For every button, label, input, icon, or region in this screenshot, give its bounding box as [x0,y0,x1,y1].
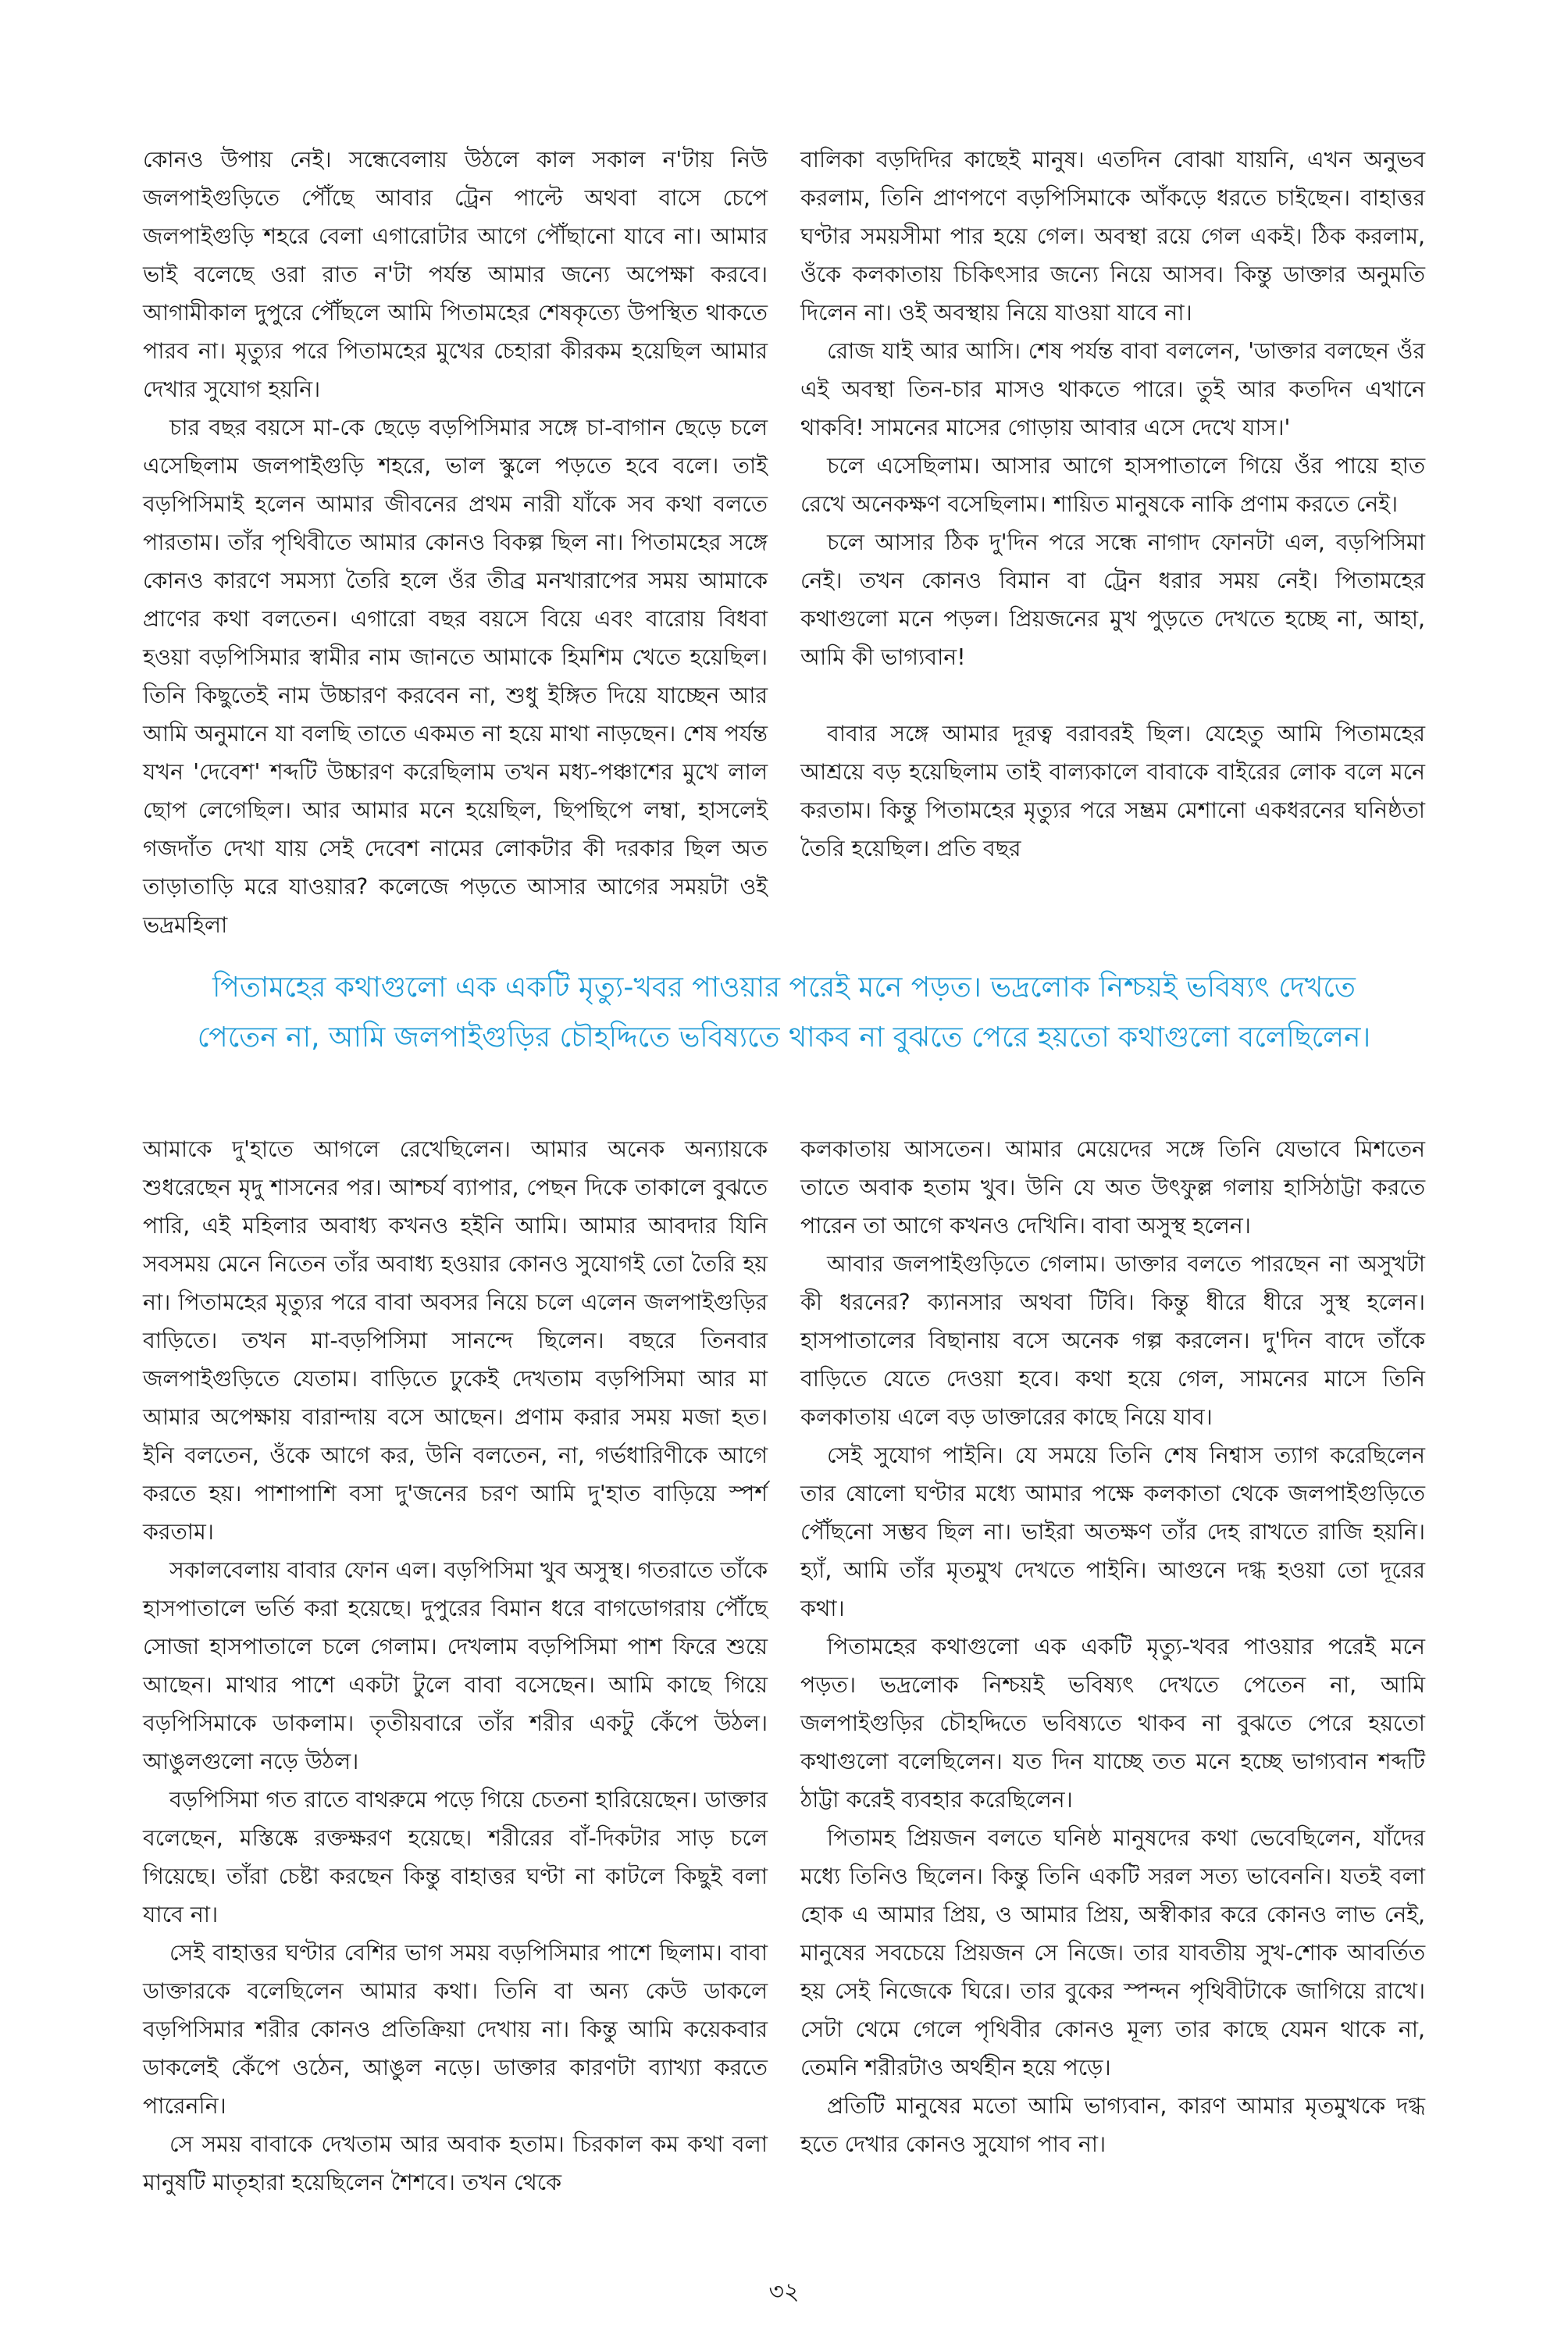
paragraph: চার বছর বয়সে মা-কে ছেড়ে বড়পিসিমার সঙ্গে চা-বাগান ছেড়ে চলে এসেছিলাম জলপাইগুড়ি শহরে, ভাল স্কুলে পড়তে হবে বলে। তাই বড়পিসিমাই হলেন আমার জীবনের প্রথম নারী যাঁকে সব কথা বলতে পারতাম। তাঁর পৃথিবীতে আমার কোনও বিকল্প ছিল না। পিতামহের সঙ্গে কোনও কারণে সমস্যা তৈরি হলে ওঁর তীব্র মনখারাপের সময় আমাকে প্রাণের কথা বলতেন। এগারো বছর বয়সে বিয়ে এবং বারোয় বিধবা হওয়া বড়পিসিমার স্বামীর নাম জানতে আমাকে হিমশিম খেতে হয়েছিল। তিনি কিছুতেই নাম উচ্চারণ করবেন না, শুধু ইঙ্গিত দিয়ে যাচ্ছেন আর আমি অনুমানে যা বলছি তাতে একমত না হয়ে মাথা নাড়ছেন। শেষ পর্যন্ত যখন 'দেবেশ' শব্দটি উচ্চারণ করেছিলাম তখন মধ্য-পঞ্চাশের মুখে লাল ছোপ লেগেছিল। আর আমার মনে হয়েছিল, ছিপছিপে লম্বা, হাসলেই গজদাঁত দেখা যায় সেই দেবেশ নামের লোকটার কী দরকার ছিল অত তাড়াতাড়ি মরে যাওয়ার? কলেজে পড়তে আসার আগের সময়টা ওই ভদ্রমহিলা [143,415,768,938]
pull-quote-line: পিতামহের কথাগুলো এক একটি মৃত্যু-খবর পাওয়ার পরেই মনে পড়ত। ভদ্রলোক নিশ্চয়ই ভবিষ্যৎ দেখতে [212,972,1356,1004]
paragraph: সকালবেলায় বাবার ফোন এল। বড়পিসিমা খুব অসুস্থ। গতরাতে তাঁকে হাসপাতালে ভর্তি করা হয়েছে। দুপুরের বিমান ধরে বাগডোগরায় পৌঁছে সোজা হাসপাতালে চলে গেলাম। দেখলাম বড়পিসিমা পাশ ফিরে শুয়ে আছেন। মাথার পাশে একটা টুলে বাবা বসেছেন। আমি কাছে গিয়ে বড়পিসিমাকে ডাকলাম। তৃতীয়বারে তাঁর শরীর একটু কেঁপে উঠল। আঙুলগুলো নড়ে উঠল। [143,1557,768,1774]
paragraph: পিতামহের কথাগুলো এক একটি মৃত্যু-খবর পাওয়ার পরেই মনে পড়ত। ভদ্রলোক নিশ্চয়ই ভবিষ্যৎ দেখতে পেতেন না, আমি জলপাইগুড়ির চৌহদ্দিতে ভবিষ্যতে থাকব না বুঝতে পেরে হয়তো কথাগুলো বলেছিলেন। যত দিন যাচ্ছে তত মনে হচ্ছে ভাগ্যবান শব্দটি ঠাট্টা করেই ব্যবহার করেছিলেন। [800,1634,1425,1813]
top-left-column [143,141,768,944]
paragraph: সেই সুযোগ পাইনি। যে সময়ে তিনি শেষ নিশ্বাস ত্যাগ করেছিলেন তার ষোলো ঘণ্টার মধ্যে আমার পক্ষে কলকাতা থেকে জলপাইগুড়িতে পৌঁছনো সম্ভব ছিল না। ভাইরা অতক্ষণ তাঁর দেহ রাখতে রাজি হয়নি। হ্যাঁ, আমি তাঁর মৃতমুখ দেখতে পাইনি। আগুনে দগ্ধ হওয়া তো দূরের কথা। [800,1442,1425,1621]
pull-quote-line: পেতেন না, আমি জলপাইগুড়ির চৌহদ্দিতে ভবিষ্যতে থাকব না বুঝতে পেরে হয়তো কথাগুলো বলেছিলেন। [197,1022,1371,1054]
pull-quote [109,963,1459,1063]
paragraph: চলে আসার ঠিক দু'দিন পরে সন্ধে নাগাদ ফোনটা এল, বড়পিসিমা নেই। তখন কোনও বিমান বা ট্রেন ধরার সময় নেই। পিতামহের কথাগুলো মনে পড়ল। প্রিয়জনের মুখ পুড়তে দেখতে হচ্ছে না, আহা, আমি কী ভাগ্যবান! [800,530,1425,670]
bottom-right-column [800,1130,1425,2163]
paragraph: কলকাতায় আসতেন। আমার মেয়েদের সঙ্গে তিনি যেভাবে মিশতেন তাতে অবাক হতাম খুব। উনি যে অত উৎফুল্ল গলায় হাসিঠাট্টা করতে পারেন তা আগে কখনও দেখিনি। বাবা অসুস্থ হলেন। [800,1136,1425,1239]
paragraph: বাবার সঙ্গে আমার দূরত্ব বরাবরই ছিল। যেহেতু আমি পিতামহের আশ্রয়ে বড় হয়েছিলাম তাই বাল্যকালে বাবাকে বাইরের লোক বলে মনে করতাম। কিন্তু পিতামহের মৃত্যুর পরে সম্ভ্রম মেশানো একধরনের ঘনিষ্ঠতা তৈরি হয়েছিল। প্রতি বছর [800,721,1425,861]
paragraph: সে সময় বাবাকে দেখতাম আর অবাক হতাম। চিরকাল কম কথা বলা মানুষটি মাতৃহারা হয়েছিলেন শৈশবে। তখন থেকে [143,2131,768,2195]
paragraph: আবার জলপাইগুড়িতে গেলাম। ডাক্তার বলতে পারছেন না অসুখটা কী ধরনের? ক্যানসার অথবা টিবি। কিন্তু ধীরে ধীরে সুস্থ হলেন। হাসপাতালের বিছানায় বসে অনেক গল্প করলেন। দু'দিন বাদে তাঁকে বাড়িতে যেতে দেওয়া হবে। কথা হয়ে গেল, সামনের মাসে তিনি কলকাতায় এলে বড় ডাক্তারের কাছে নিয়ে যাব। [800,1251,1425,1430]
paragraph: রোজ যাই আর আসি। শেষ পর্যন্ত বাবা বললেন, 'ডাক্তার বলছেন ওঁর এই অবস্থা তিন-চার মাসও থাকতে পারে। তুই আর কতদিন এখানে থাকবি! সামনের মাসের গোড়ায় আবার এসে দেখে যাস।' [800,338,1425,440]
paragraph: কোনও উপায় নেই। সন্ধেবেলায় উঠলে কাল সকাল ন'টায় নিউ জলপাইগুড়িতে পৌঁছে আবার ট্রেন পাল্টে অথবা বাসে চেপে জলপাইগুড়ি শহরে বেলা এগারোটার আগে পৌঁছানো যাবে না। আমার ভাই বলেছে ওরা রাত ন'টা পর্যন্ত আমার জন্যে অপেক্ষা করবে। আগামীকাল দুপুরে পৌঁছলে আমি পিতামহের শেষকৃত্যে উপস্থিত থাকতে পারব না। মৃত্যুর পরে পিতামহের মুখের চেহারা কীরকম হয়েছিল আমার দেখার সুযোগ হয়নি। [143,147,768,402]
paragraph: সেই বাহাত্তর ঘণ্টার বেশির ভাগ সময় বড়পিসিমার পাশে ছিলাম। বাবা ডাক্তারকে বলেছিলেন আমার কথা। তিনি বা অন্য কেউ ডাকলে বড়পিসিমার শরীর কোনও প্রতিক্রিয়া দেখায় না। কিন্তু আমি কয়েকবার ডাকলেই কেঁপে ওঠেন, আঙুল নড়ে। ডাক্তার কারণটা ব্যাখ্যা করতে পারেননি। [143,1940,768,2119]
paragraph: বালিকা বড়দিদির কাছেই মানুষ। এতদিন বোঝা যায়নি, এখন অনুভব করলাম, তিনি প্রাণপণে বড়পিসিমাকে আঁকড়ে ধরতে চাইছেন। বাহাত্তর ঘণ্টার সময়সীমা পার হয়ে গেল। অবস্থা রয়ে গেল একই। ঠিক করলাম, ওঁকে কলকাতায় চিকিৎসার জন্যে নিয়ে আসব। কিন্তু ডাক্তার অনুমতি দিলেন না। ওই অবস্থায় নিয়ে যাওয়া যাবে না। [800,147,1425,326]
paragraph: পিতামহ প্রিয়জন বলতে ঘনিষ্ঠ মানুষদের কথা ভেবেছিলেন, যাঁদের মধ্যে তিনিও ছিলেন। কিন্তু তিনি একটি সরল সত্য ভাবেননি। যতই বলা হোক এ আমার প্রিয়, ও আমার প্রিয়, অস্বীকার করে কোনও লাভ নেই, মানুষের সবচেয়ে প্রিয়জন সে নিজে। তার যাবতীয় সুখ-শোক আবর্তিত হয় সেই নিজেকে ঘিরে। তার বুকের স্পন্দন পৃথিবীটাকে জাগিয়ে রাখে। সেটা থেমে গেলে পৃথিবীর কোনও মূল্য তার কাছে যেমন থাকে না, তেমনি শরীরটাও অর্থহীন হয়ে পড়ে। [800,1825,1425,2081]
paragraph: বড়পিসিমা গত রাতে বাথরুমে পড়ে গিয়ে চেতনা হারিয়েছেন। ডাক্তার বলেছেন, মস্তিষ্কে রক্তক্ষরণ হয়েছে। শরীরের বাঁ-দিকটার সাড় চলে গিয়েছে। তাঁরা চেষ্টা করছেন কিন্তু বাহাত্তর ঘণ্টা না কাটলে কিছুই বলা যাবে না। [143,1787,768,1927]
paragraph: আমাকে দু'হাতে আগলে রেখেছিলেন। আমার অনেক অন্যায়কে শুধরেছেন মৃদু শাসনের পর। আশ্চর্য ব্যাপার, পেছন দিকে তাকালে বুঝতে পারি, এই মহিলার অবাধ্য কখনও হইনি আমি। আমার আবদার যিনি সবসময় মেনে নিতেন তাঁর অবাধ্য হওয়ার কোনও সুযোগই তো তৈরি হয় না। পিতামহের মৃত্যুর পরে বাবা অবসর নিয়ে চলে এলেন জলপাইগুড়ির বাড়িতে। তখন মা-বড়পিসিমা সানন্দে ছিলেন। বছরে তিনবার জলপাইগুড়িতে যেতাম। বাড়িতে ঢুকেই দেখতাম বড়পিসিমা আর মা আমার অপেক্ষায় বারান্দায় বসে আছেন। প্রণাম করার সময় মজা হত। ইনি বলতেন, ওঁকে আগে কর, উনি বলতেন, না, গর্ভধারিণীকে আগে করতে হয়। পাশাপাশি বসা দু'জনের চরণ আমি দু'হাত বাড়িয়ে স্পর্শ করতাম। [143,1136,768,1545]
top-right-column [800,141,1425,868]
paragraph: চলে এসেছিলাম। আসার আগে হাসপাতালে গিয়ে ওঁর পায়ে হাত রেখে অনেকক্ষণ বসেছিলাম। শায়িত মানুষকে নাকি প্রণাম করতে নেই। [800,453,1425,517]
bottom-left-column [143,1130,768,2202]
page-number: ৩২ [768,2278,800,2305]
paragraph: প্রতিটি মানুষের মতো আমি ভাগ্যবান, কারণ আমার মৃতমুখকে দগ্ধ হতে দেখার কোনও সুযোগ পাব না। [800,2093,1425,2157]
